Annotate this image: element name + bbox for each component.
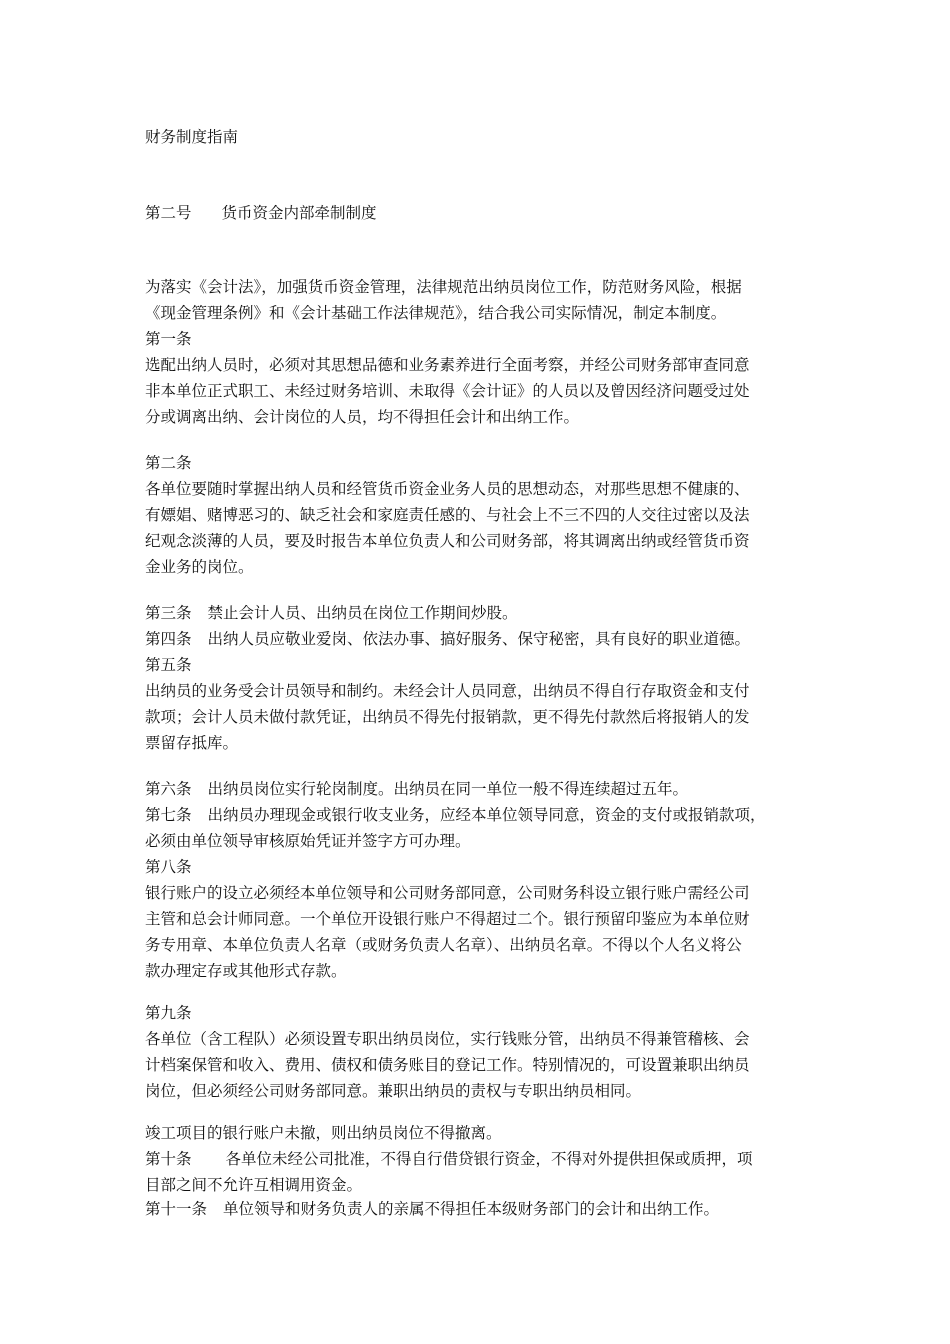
article-line: 票留存抵库。 (145, 734, 239, 752)
article-heading: 第九条 (145, 1004, 192, 1022)
doc-title: 财务制度指南 (145, 128, 239, 146)
article-line: 非本单位正式职工、未经过财务培训、未取得《会计证》的人员以及曾因经济问题受过处 (145, 382, 750, 400)
article-heading: 第二条 (145, 454, 192, 472)
article-10 (145, 1146, 753, 1172)
article-text: 各单位未经公司批准，不得自行借贷银行资金，不得对外提供担保或质押，项 (225, 1150, 753, 1168)
article-line: 各单位要随时掌握出纳人员和经管货币资金业务人员的思想动态，对那些思想不健康的、 (145, 480, 750, 498)
article-7 (145, 802, 766, 828)
article-line: 选配出纳人员时，必须对其思想品德和业务素养进行全面考察，并经公司财务部审查同意 (145, 356, 750, 374)
article-line: 纪观念淡薄的人员，要及时报告本单位负责人和公司财务部，将其调离出纳或经管货币资 (145, 532, 750, 550)
article-text: 出纳员岗位实行轮岗制度。出纳员在同一单位一般不得连续超过五年。 (207, 780, 689, 798)
article-heading: 第五条 (145, 656, 192, 674)
article-11 (145, 1196, 719, 1222)
article-line: 银行账户的设立必须经本单位领导和公司财务部同意，公司财务科设立银行账户需经公司 (145, 884, 750, 902)
section-title: 货币资金内部牵制制度 (221, 204, 377, 222)
article-line: 有嫖娼、赌博恶习的、缺乏社会和家庭责任感的、与社会上不三不四的人交往过密以及法 (145, 506, 750, 524)
article-heading: 第七条 (145, 806, 192, 824)
article-line: 务专用章、本单位负责人名章（或财务负责人名章）、出纳员名章。不得以个人名义将公 (145, 936, 742, 954)
article-line: 岗位，但必须经公司财务部同意。兼职出纳员的责权与专职出纳员相同。 (145, 1082, 642, 1100)
article-line: 主管和总会计师同意。一个单位开设银行账户不得超过二个。银行预留印鉴应为本单位财 (145, 910, 750, 928)
article-line: 出纳员的业务受会计员领导和制约。未经会计人员同意，出纳员不得自行存取资金和支付 (145, 682, 750, 700)
article-heading: 第三条 (145, 604, 192, 622)
article-line: 款项；会计人员未做付款凭证，出纳员不得先付报销款，更不得先付款然后将报销人的发 (145, 708, 750, 726)
intro-line: 为落实《会计法》，加强货币资金管理，法律规范出纳员岗位工作，防范财务风险，根据 (145, 278, 742, 296)
article-line: 款办理定存或其他形式存款。 (145, 962, 347, 980)
article-text: 出纳员办理现金或银行收支业务，应经本单位领导同意，资金的支付或报销款项， (207, 806, 766, 824)
article-line: 金业务的岗位。 (145, 558, 254, 576)
article-4 (145, 626, 750, 652)
article-line: 必须由单位领导审核原始凭证并签字方可办理。 (145, 832, 471, 850)
article-heading: 第四条 (145, 630, 192, 648)
section-number: 第二号 (145, 204, 192, 222)
section-heading (145, 200, 377, 226)
article-heading: 第十条 (145, 1150, 192, 1168)
article-heading: 第十一条 (145, 1200, 208, 1218)
article-text: 单位领导和财务负责人的亲属不得担任本级财务部门的会计和出纳工作。 (223, 1200, 720, 1218)
completed-note: 竣工项目的银行账户未撤，则出纳员岗位不得撤离。 (145, 1124, 502, 1142)
article-line: 计档案保管和收入、费用、债权和债务账目的登记工作。特别情况的，可设置兼职出纳员 (145, 1056, 750, 1074)
article-line: 各单位（含工程队）必须设置专职出纳员岗位，实行钱账分管，出纳员不得兼管稽核、会 (145, 1030, 750, 1048)
article-3 (145, 600, 518, 626)
article-heading: 第一条 (145, 330, 192, 348)
article-heading: 第八条 (145, 858, 192, 876)
article-text: 出纳人员应敬业爱岗、依法办事、搞好服务、保守秘密，具有良好的职业道德。 (207, 630, 751, 648)
article-6 (145, 776, 688, 802)
article-line: 分或调离出纳、会计岗位的人员，均不得担任会计和出纳工作。 (145, 408, 580, 426)
article-text: 禁止会计人员、出纳员在岗位工作期间炒股。 (207, 604, 518, 622)
article-heading: 第六条 (145, 780, 192, 798)
intro-line: 《现金管理条例》和《会计基础工作法律规范》，结合我公司实际情况，制定本制度。 (145, 304, 727, 322)
article-line: 目部之间不允许互相调用资金。 (145, 1176, 363, 1194)
